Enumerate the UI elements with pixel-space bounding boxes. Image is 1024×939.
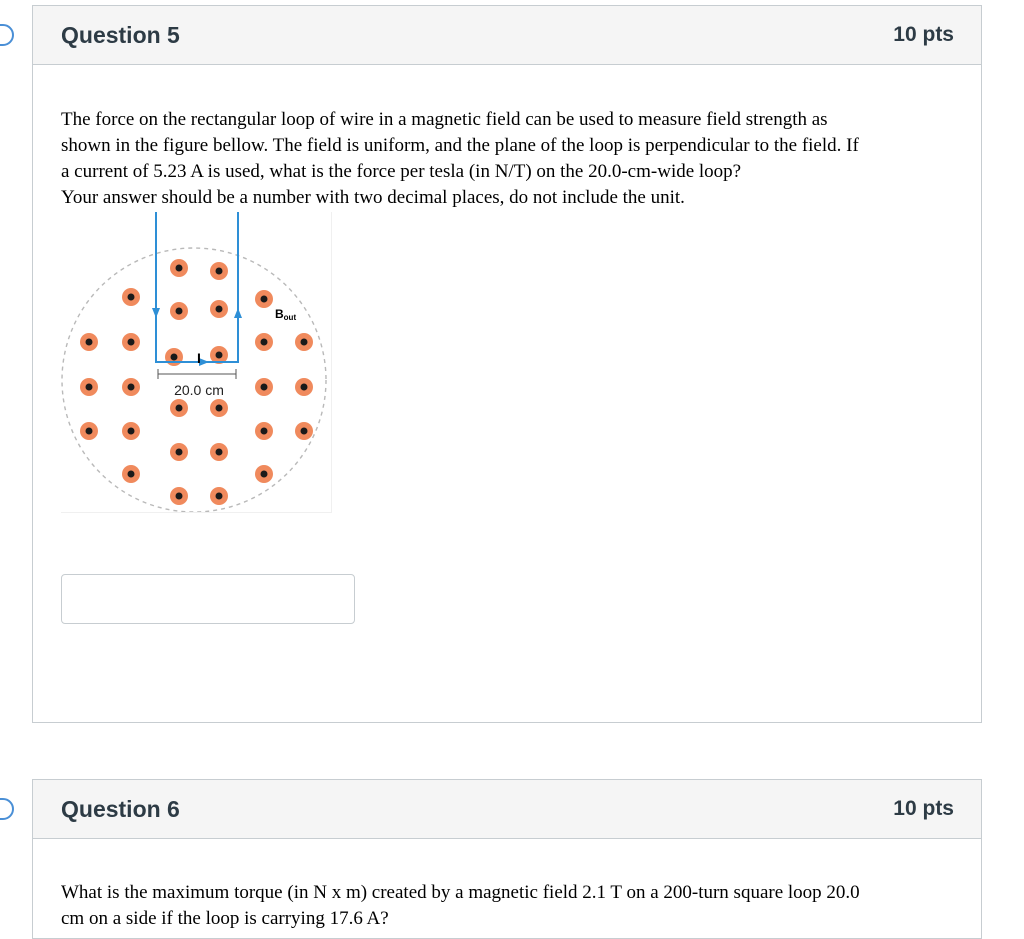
question-text-line: shown in the figure bellow. The field is uniform, and the plane of the loop is perpendicular to the field. If — [61, 135, 859, 156]
field-dot-center — [176, 449, 183, 456]
field-dot-center — [216, 268, 223, 275]
question-text-line: cm on a side if the loop is carrying 17.6 A? — [61, 908, 389, 929]
field-region-boundary — [62, 248, 326, 512]
question-text-line: What is the maximum torque (in N x m) created by a magnetic field 2.1 T on a 200-turn square loop 20.0 — [61, 882, 860, 903]
question-5-flag-icon[interactable] — [0, 24, 14, 46]
field-dot-center — [261, 339, 268, 346]
field-dot-center — [128, 428, 135, 435]
magnetic-field-figure — [61, 212, 332, 513]
question-text-line: Your answer should be a number with two decimal places, do not include the unit. — [61, 187, 685, 208]
question-5-card — [32, 5, 982, 723]
answer-input[interactable] — [61, 574, 355, 624]
field-dot-center — [216, 352, 223, 359]
question-title: Question 5 — [61, 21, 180, 48]
field-dot-center — [216, 306, 223, 313]
question-6-header — [33, 780, 981, 839]
question-title: Question 6 — [61, 795, 180, 822]
question-6-card — [32, 779, 982, 939]
field-dot-center — [176, 405, 183, 412]
field-dot-center — [301, 339, 308, 346]
field-dot-center — [216, 449, 223, 456]
field-dot-center — [176, 493, 183, 500]
field-dot-center — [261, 384, 268, 391]
field-dot-center — [128, 471, 135, 478]
field-dot-center — [261, 428, 268, 435]
magnetic-loop-diagram — [61, 212, 331, 512]
question-text-line: The force on the rectangular loop of wire in a magnetic field can be used to measure field strength as — [61, 109, 828, 130]
field-dot-center — [261, 471, 268, 478]
field-dot-center — [301, 428, 308, 435]
field-label: Bout — [275, 307, 297, 322]
field-dot-center — [128, 294, 135, 301]
question-6-flag-icon[interactable] — [0, 798, 14, 820]
field-dot-center — [176, 308, 183, 315]
field-dot-center — [128, 384, 135, 391]
field-dot-center — [176, 265, 183, 272]
field-dot-center — [171, 354, 178, 361]
wire-loop — [156, 212, 238, 362]
current-label: I — [197, 350, 201, 366]
width-label: 20.0 cm — [174, 382, 224, 398]
question-points: 10 pts — [893, 797, 954, 820]
current-arrow-up-icon — [234, 308, 242, 318]
field-dot-center — [86, 384, 93, 391]
field-dot-center — [86, 428, 93, 435]
question-points: 10 pts — [893, 23, 954, 46]
current-arrow-down-icon — [152, 308, 160, 318]
question-text-line: a current of 5.23 A is used, what is the force per tesla (in N/T) on the 20.0-cm-wide loop? — [61, 161, 742, 182]
field-dot-center — [216, 405, 223, 412]
field-dot-center — [261, 296, 268, 303]
field-dot-center — [86, 339, 93, 346]
field-dot-center — [301, 384, 308, 391]
field-dot-center — [216, 493, 223, 500]
question-5-header — [33, 6, 981, 65]
question-6-body — [33, 880, 981, 932]
question-5-body — [33, 107, 981, 211]
field-dot-center — [128, 339, 135, 346]
